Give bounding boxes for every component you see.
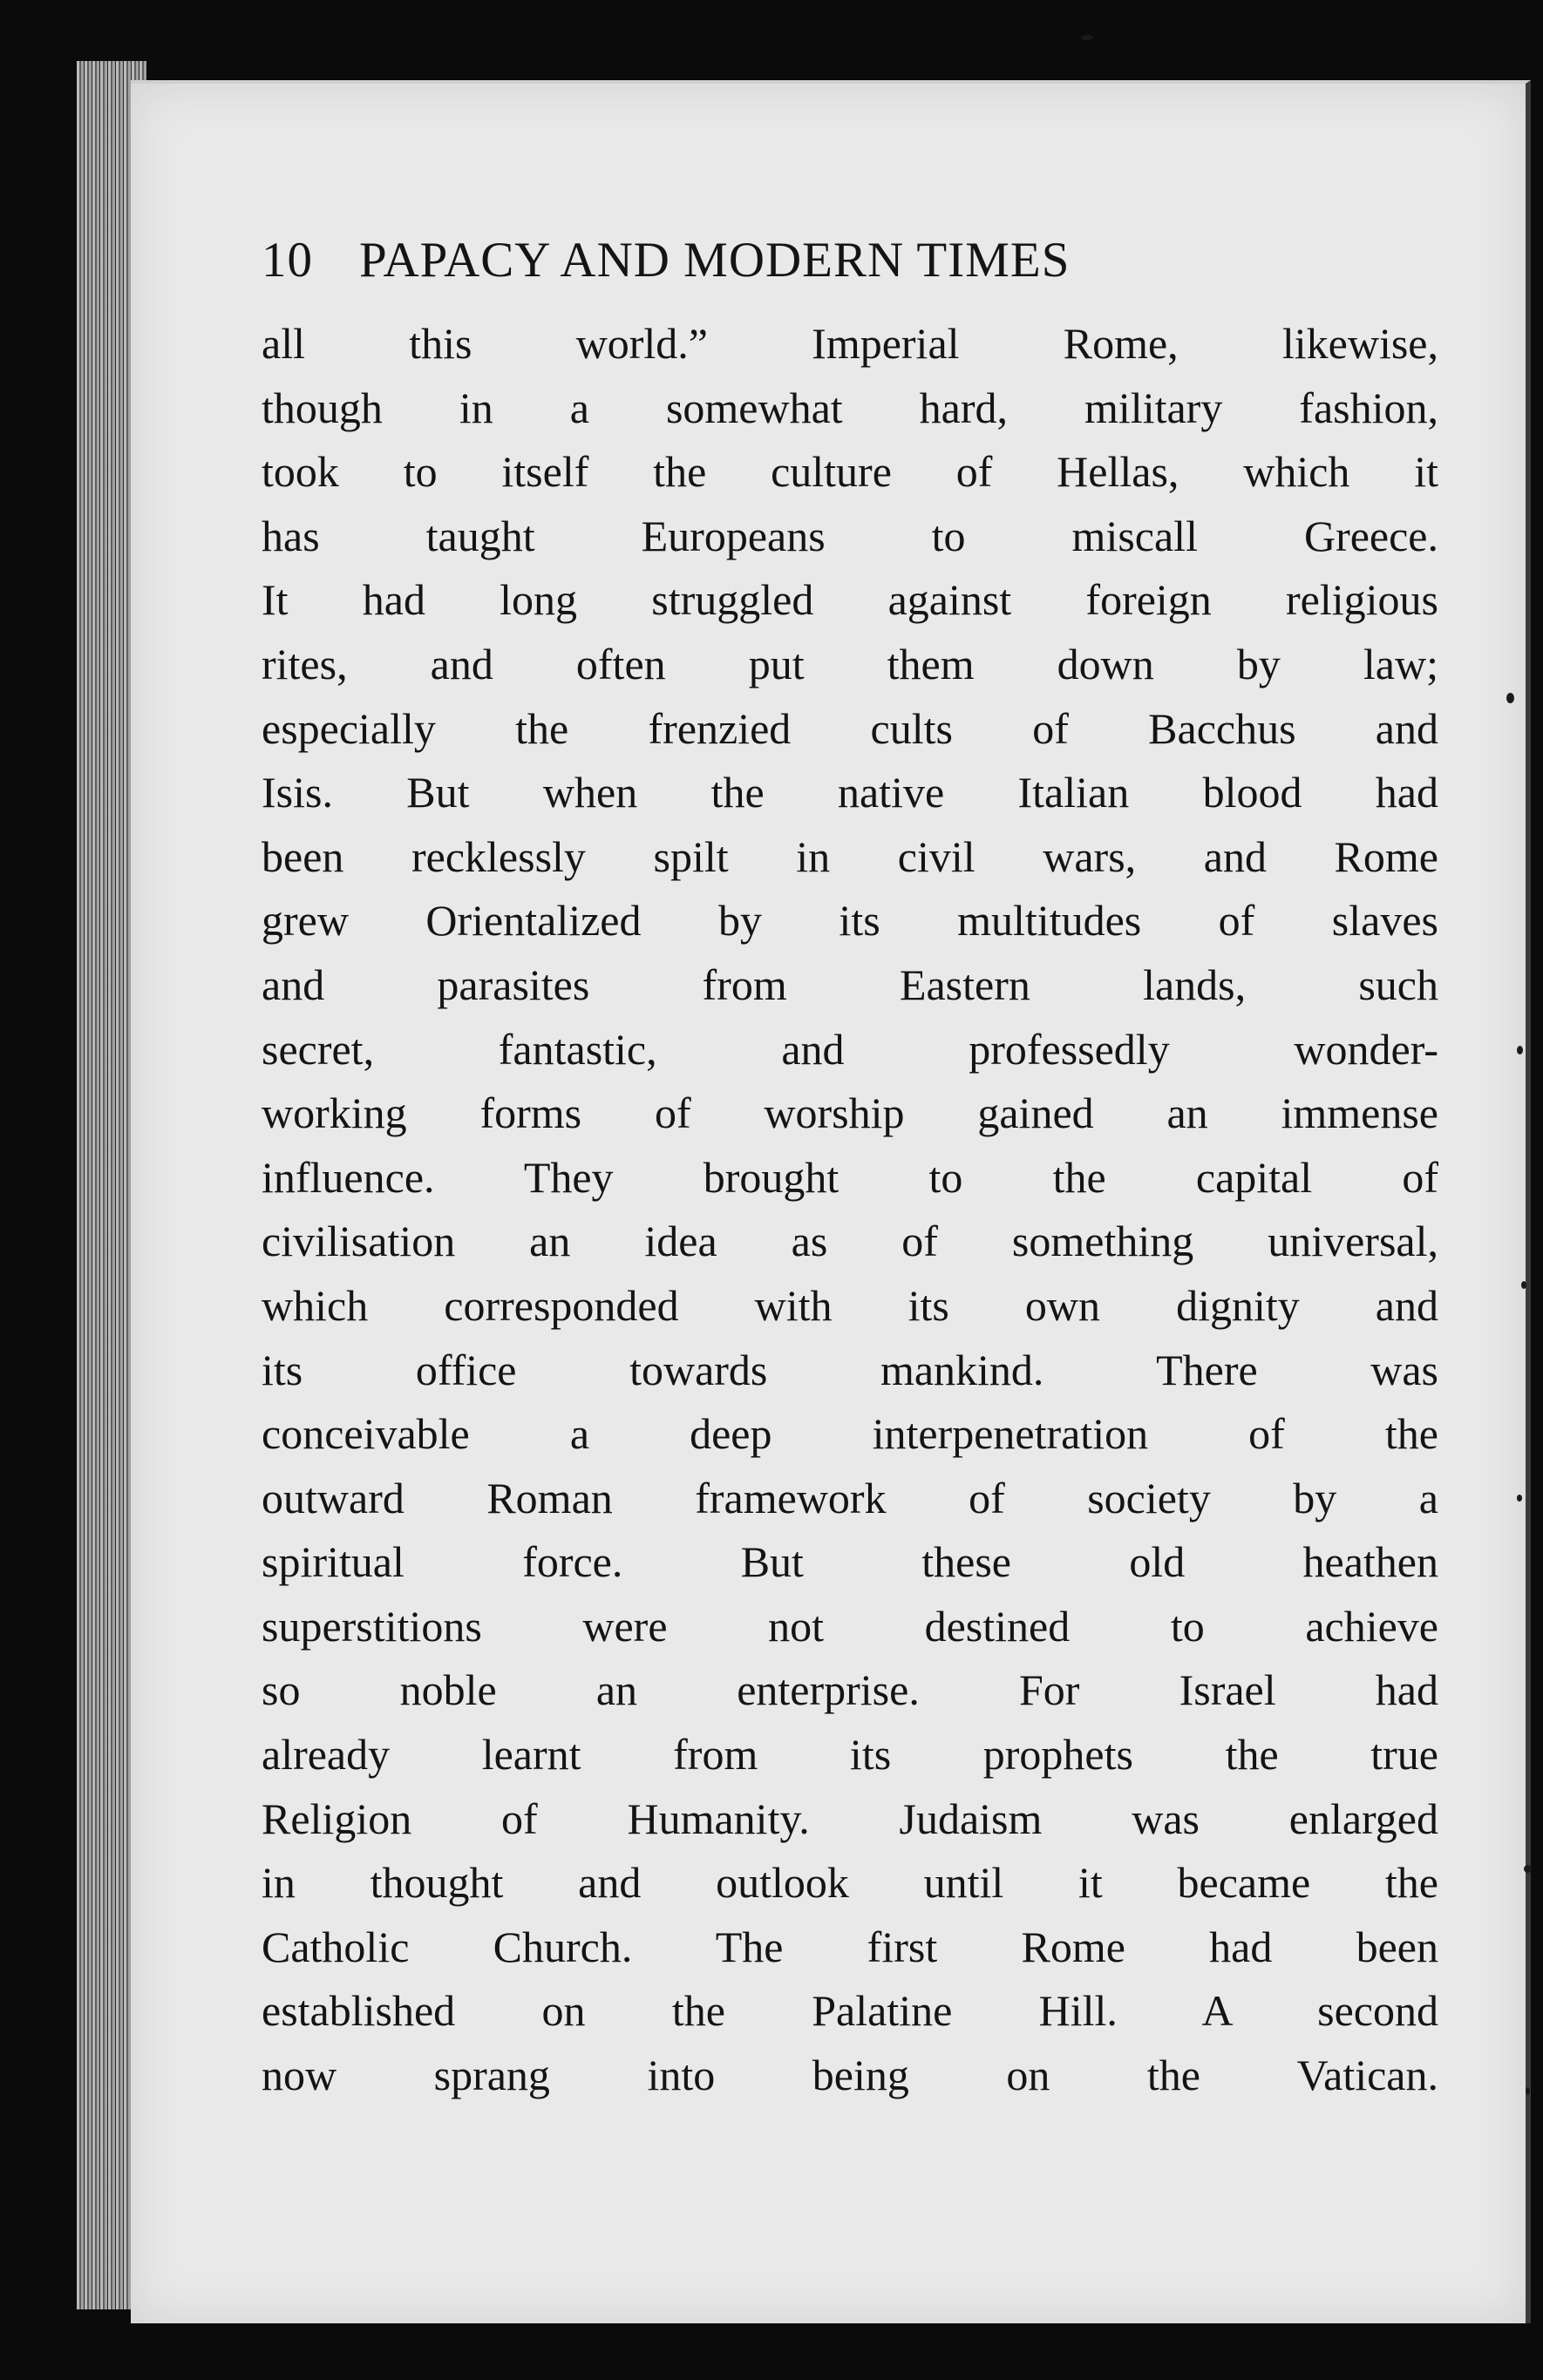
scan-speck — [1524, 1865, 1532, 1873]
text-line: has taught Europeans to miscall Greece. — [262, 511, 1438, 560]
text-line: which corresponded with its own dignity and — [262, 1280, 1438, 1330]
scan-speck — [1506, 693, 1514, 703]
text-line: though in a somewhat hard, military fashion, — [262, 383, 1438, 432]
page-number: 10 — [262, 233, 313, 288]
scan-speck — [1517, 1046, 1523, 1054]
text-line: grew Orientalized by its multitudes of slaves — [262, 896, 1438, 946]
text-line: conceivable a deep interpenetration of the — [262, 1409, 1438, 1459]
text-line: secret, fantastic, and professedly wonder- — [262, 1024, 1438, 1074]
scan-speck — [1081, 35, 1093, 40]
text-line: established on the Palatine Hill. A second — [262, 1986, 1438, 2036]
text-line: now sprang into being on the Vatican. — [262, 2051, 1438, 2100]
text-line: in thought and outlook until it became the — [262, 1858, 1438, 1908]
text-line: spiritual force. But these old heathen — [262, 1537, 1438, 1587]
scan-speck — [1526, 2087, 1530, 2095]
text-line: It had long struggled against foreign religious — [262, 575, 1438, 625]
body-text — [262, 312, 1438, 2108]
text-line: its office towards mankind. There was — [262, 1345, 1438, 1394]
text-line: all this world.” Imperial Rome, likewise, — [262, 319, 1438, 368]
text-line: took to itself the culture of Hellas, which it — [262, 447, 1438, 497]
text-line: and parasites from Eastern lands, such — [262, 959, 1438, 1009]
text-line: rites, and often put them down by law; — [262, 639, 1438, 688]
running-head — [262, 232, 1438, 302]
text-line: outward Roman framework of society by a — [262, 1473, 1438, 1522]
scan-speck — [1517, 1495, 1522, 1502]
text-line: Catholic Church. The first Rome had been — [262, 1922, 1438, 1971]
text-line: so noble an enterprise. For Israel had — [262, 1665, 1438, 1715]
text-line: been recklessly spilt in civil wars, and Rome — [262, 831, 1438, 881]
text-line: civilisation an idea as of something universal, — [262, 1217, 1438, 1266]
page-text-block — [262, 232, 1438, 2108]
text-line: superstitions were not destined to achieve — [262, 1601, 1438, 1651]
text-line: especially the frenzied cults of Bacchus and — [262, 703, 1438, 753]
text-line: Religion of Humanity. Judaism was enlarged — [262, 1793, 1438, 1843]
text-line: influence. They brought to the capital of — [262, 1152, 1438, 1202]
text-line: Isis. But when the native Italian blood had — [262, 768, 1438, 817]
text-line: already learnt from its prophets the true — [262, 1730, 1438, 1780]
text-line: working forms of worship gained an immense — [262, 1088, 1438, 1138]
scan-speck — [1521, 1281, 1526, 1289]
running-head-title: PAPACY AND MODERN TIMES — [359, 233, 1071, 288]
